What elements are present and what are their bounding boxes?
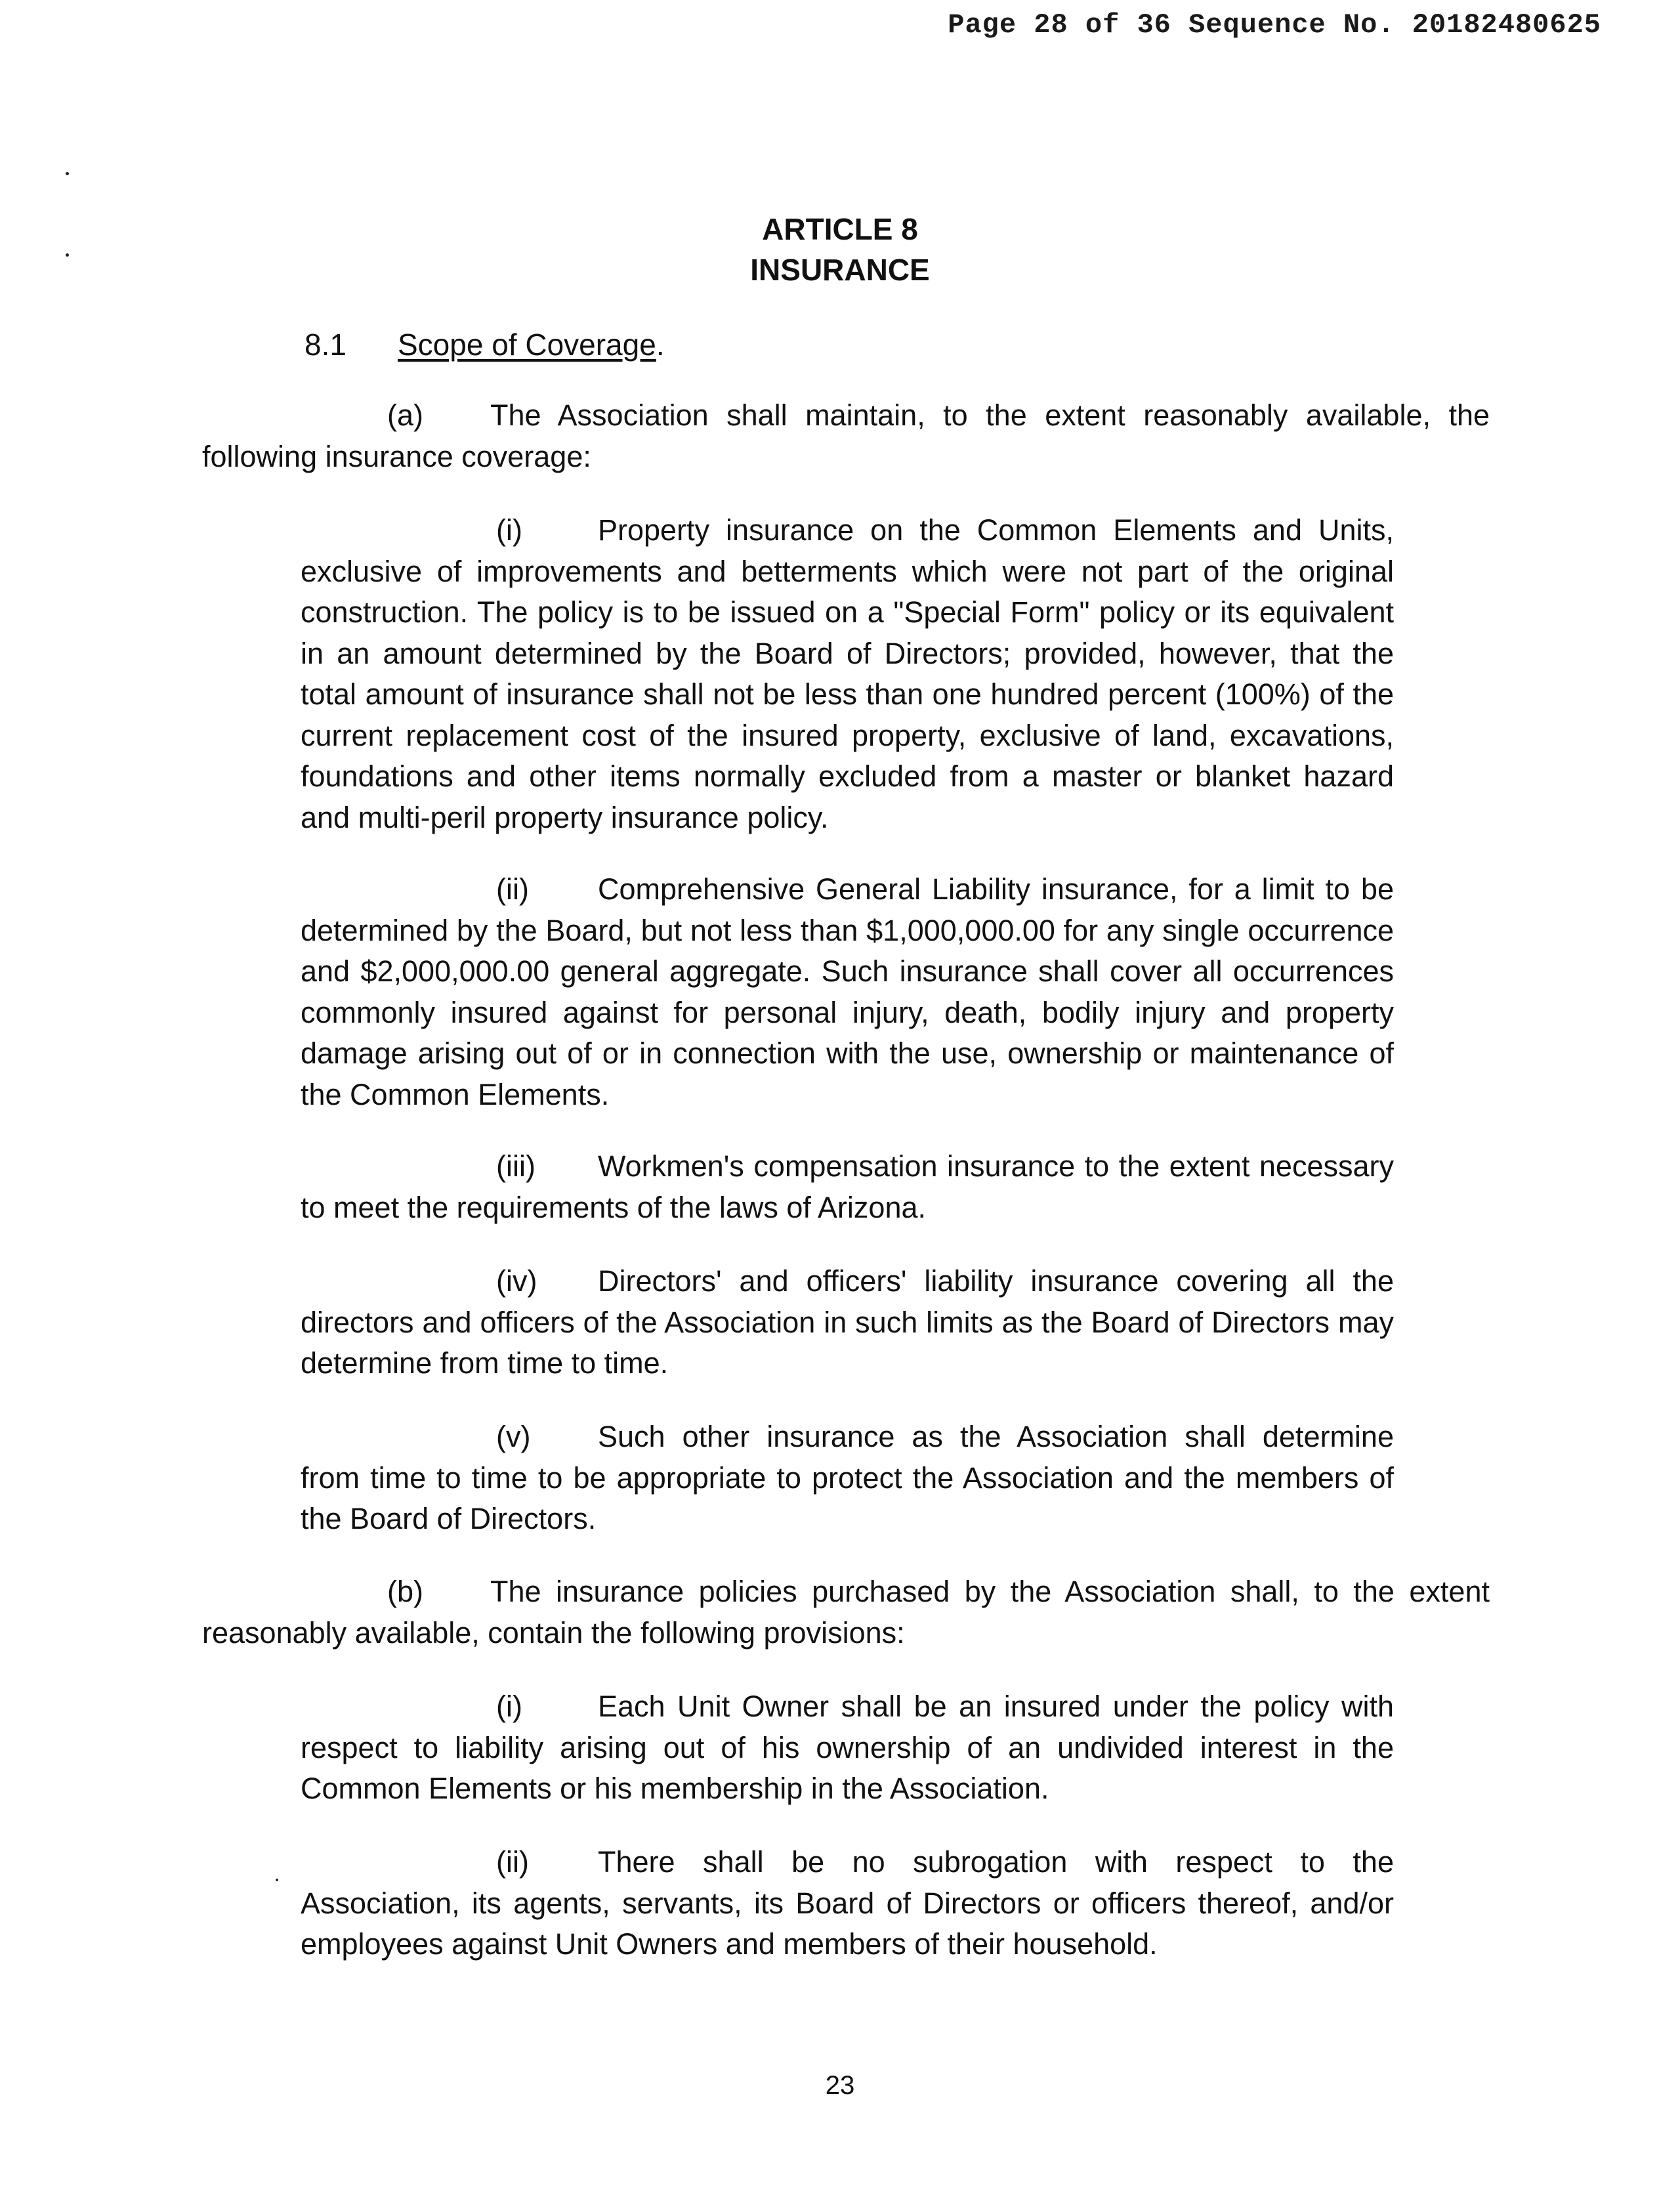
paragraph-a — [202, 395, 1490, 477]
section-title: Scope of Coverage — [398, 328, 656, 362]
subparagraph-label: (v) — [496, 1420, 531, 1453]
subparagraph-text: Property insurance on the Common Elements and Units, exclusive of improvements and betterments which were not part of the original construction. The policy is to be issued on a "Special Form" policy or its equivalent in an amount determined by the Board of Directors; provided, however, that the total amount of insurance shall not be less than one hundred percent (100%) of the current replacement cost of the insured property, exclusive of land, excavations, foundations and other items normally excluded from a master or blanket hazard and multi-peril property insurance policy. — [301, 513, 1394, 834]
subparagraph-label: (iv) — [496, 1264, 537, 1298]
subparagraph-label: (iii) — [496, 1149, 536, 1183]
subparagraph-text: There shall be no subrogation with respect to the Association, its agents, servants, its Board of Directors or officers thereof, and/or employees against Unit Owners and members of their household. — [301, 1845, 1394, 1961]
subparagraph-a-v — [301, 1417, 1394, 1540]
subparagraph-a-iii — [301, 1146, 1394, 1228]
paragraph-label: (a) — [387, 398, 423, 432]
subparagraph-text: Directors' and officers' liability insurance covering all the directors and officers of the Association in such limits as the Board of Directors may determine from time to time. — [301, 1264, 1394, 1380]
scan-speck — [276, 1879, 278, 1881]
subparagraph-label: (ii) — [496, 872, 529, 906]
section-title-suffix: . — [656, 328, 665, 362]
paragraph-label: (b) — [387, 1575, 423, 1608]
subparagraph-label: (i) — [496, 513, 522, 547]
subparagraph-a-i — [301, 510, 1394, 838]
subparagraph-text: Comprehensive General Liability insurance, for a limit to be determined by the Board, but not less than $1,000,000.00 for any single occurrence and $2,000,000.00 general aggregate. Such insurance shall cover all occurrences commonly insured against for personal injury, death, bodily injury and property damage arising out of or in connection with the use, ownership or maintenance of the Common Elements. — [301, 872, 1394, 1111]
recording-stamp: Page 28 of 36 Sequence No. 20182480625 — [948, 9, 1601, 41]
section-heading — [304, 324, 665, 365]
section-number: 8.1 — [304, 328, 346, 362]
scan-speck — [66, 172, 69, 175]
subparagraph-b-i — [301, 1686, 1394, 1810]
article-heading — [0, 209, 1680, 290]
article-title: INSURANCE — [750, 253, 930, 287]
paragraph-b — [202, 1571, 1490, 1653]
subparagraph-b-ii — [301, 1842, 1394, 1965]
article-number: ARTICLE 8 — [762, 212, 918, 246]
subparagraph-text: Each Unit Owner shall be an insured under the policy with respect to liability arising out of his ownership of an undivided interest in the Common Elements or his membership in the Association. — [301, 1690, 1394, 1805]
subparagraph-label: (ii) — [496, 1845, 529, 1879]
paragraph-text: The Association shall maintain, to the extent reasonably available, the following insurance coverage: — [202, 398, 1490, 473]
subparagraph-text: Workmen's compensation insurance to the extent necessary to meet the requirements of the laws of Arizona. — [301, 1149, 1394, 1224]
subparagraph-a-ii — [301, 869, 1394, 1115]
page-number: 23 — [825, 2071, 855, 2100]
subparagraph-a-iv — [301, 1261, 1394, 1384]
paragraph-text: The insurance policies purchased by the Association shall, to the extent reasonably available, contain the following provisions: — [202, 1575, 1490, 1650]
subparagraph-label: (i) — [496, 1690, 522, 1723]
subparagraph-text: Such other insurance as the Association shall determine from time to time to be appropriate to protect the Association and the members of the Board of Directors. — [301, 1420, 1394, 1535]
